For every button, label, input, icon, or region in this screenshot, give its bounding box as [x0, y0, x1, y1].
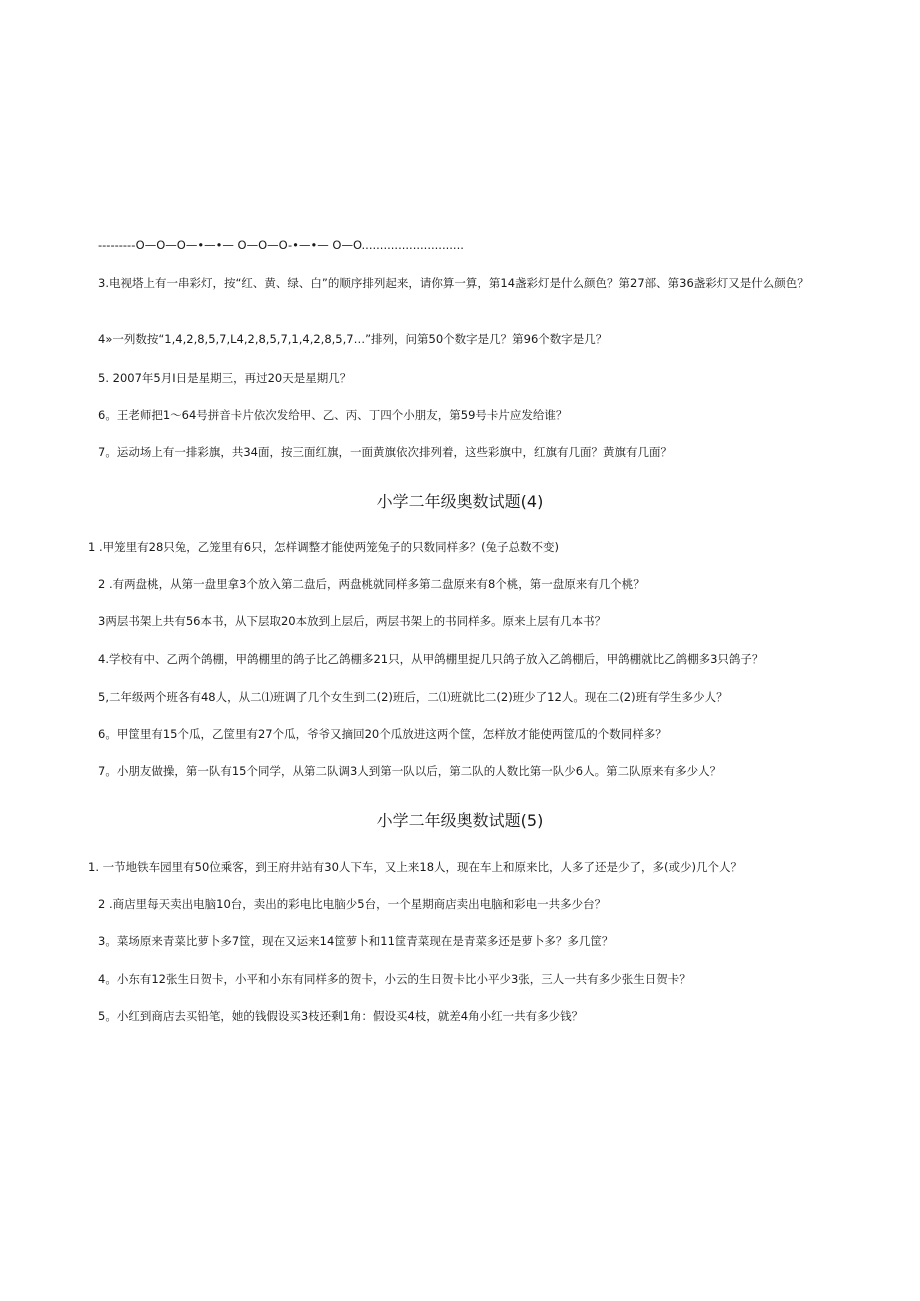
section-5-title: 小学二年级奥数试题(5) [376, 811, 544, 830]
question-5-4: 4。小东有12张生日贺卡，小平和小东有同样多的贺卡，小云的生日贺卡比小平少3张，三人一共有多少张生日贺卡？ [98, 972, 691, 986]
pattern-line: ---------O—O—O—•—•— O—O—O-•—•— O—O............................ [98, 238, 464, 252]
question-5-2: 2 .商店里每天卖出电脑10台，卖出的彩电比电脑少5台，一个星期商店卖出电脑和彩电一共多少台？ [98, 897, 607, 911]
question-4-7: 7。小朋友做操，第一队有15个同学，从第二队调3人到第一队以后，第二队的人数比第一队少6人。第二队原来有多少人？ [98, 764, 722, 778]
question-3-7: 7。运动场上有一排彩旗，共34面，按三面红旗，一面黄旗依次排列着，这些彩旗中，红旗有几面？黄旗有几面？ [98, 445, 672, 459]
question-3-3: 3.电视塔上有一串彩灯，按“红、黄、绿、白”的顺序排列起来，请你算一算，第14盏彩灯是什么颜色？第27部、第36盏彩灯又是什么颜色？ [98, 276, 809, 290]
section-4-title: 小学二年级奥数试题(4) [376, 492, 544, 511]
question-4-6: 6。甲筐里有15个瓜，乙筐里有27个瓜，爷爷又摘回20个瓜放进这两个筐，怎样放才能使两筐瓜的个数同样多？ [98, 727, 667, 741]
question-4-2: 2 .有两盘桃，从第一盘里拿3个放入第二盘后，两盘桃就同样多第二盘原来有8个桃，第一盘原来有几个桃？ [98, 577, 645, 591]
question-3-4: 4»一列数按“1,4,2,8,5,7,L4,2,8,5,7,1,4,2,8,5,7…”排列，问第50个数字是几？第96个数字是几？ [98, 332, 608, 346]
question-5-5: 5。小红到商店去买铅笔，她的钱假设买3枝还剩1角：假设买4枝，就差4角小红一共有多少钱？ [98, 1009, 584, 1023]
question-3-5: 5. 2007年5月I日是星期三，再过20天是星期几？ [98, 371, 352, 385]
question-4-1: 1 .甲笼里有28只兔，乙笼里有6只，怎样调整才能使两笼兔子的只数同样多？(兔子总数不变) [88, 540, 560, 554]
question-3-6: 6。王老师把1〜64号拼音卡片依次发给甲、乙、丙、丁四个小朋友，第59号卡片应发给谁？ [98, 408, 568, 422]
question-4-3: 3两层书架上共有56本书，从下层取20本放到上层后，两层书架上的书同样多。原来上层有几本书？ [98, 614, 607, 628]
question-5-3: 3。菜场原来青菜比萝卜多7筐，现在又运来14筐萝卜和11筐青菜现在是青菜多还是萝卜多？多几筐？ [98, 934, 614, 948]
question-4-5: 5,二年级两个班各有48人，从二⑴班调了几个女生到二(2)班后，二⑴班就比二(2)班少了12人。现在二(2)班有学生多少人？ [98, 690, 728, 704]
question-4-4: 4.学校有中、乙两个鸽棚，甲鸽棚里的鸽子比乙鸽棚多21只，从甲鸽棚里捉几只鸽子放入乙鸽棚后，甲鸽棚就比乙鸽棚多3只鸽子？ [98, 652, 764, 666]
question-5-1: 1. 一节地铁车园里有50位乘客，到王府井站有30人下车，又上来18人，现在车上和原来比，人多了还是少了，多(或少)几个人？ [88, 860, 742, 874]
